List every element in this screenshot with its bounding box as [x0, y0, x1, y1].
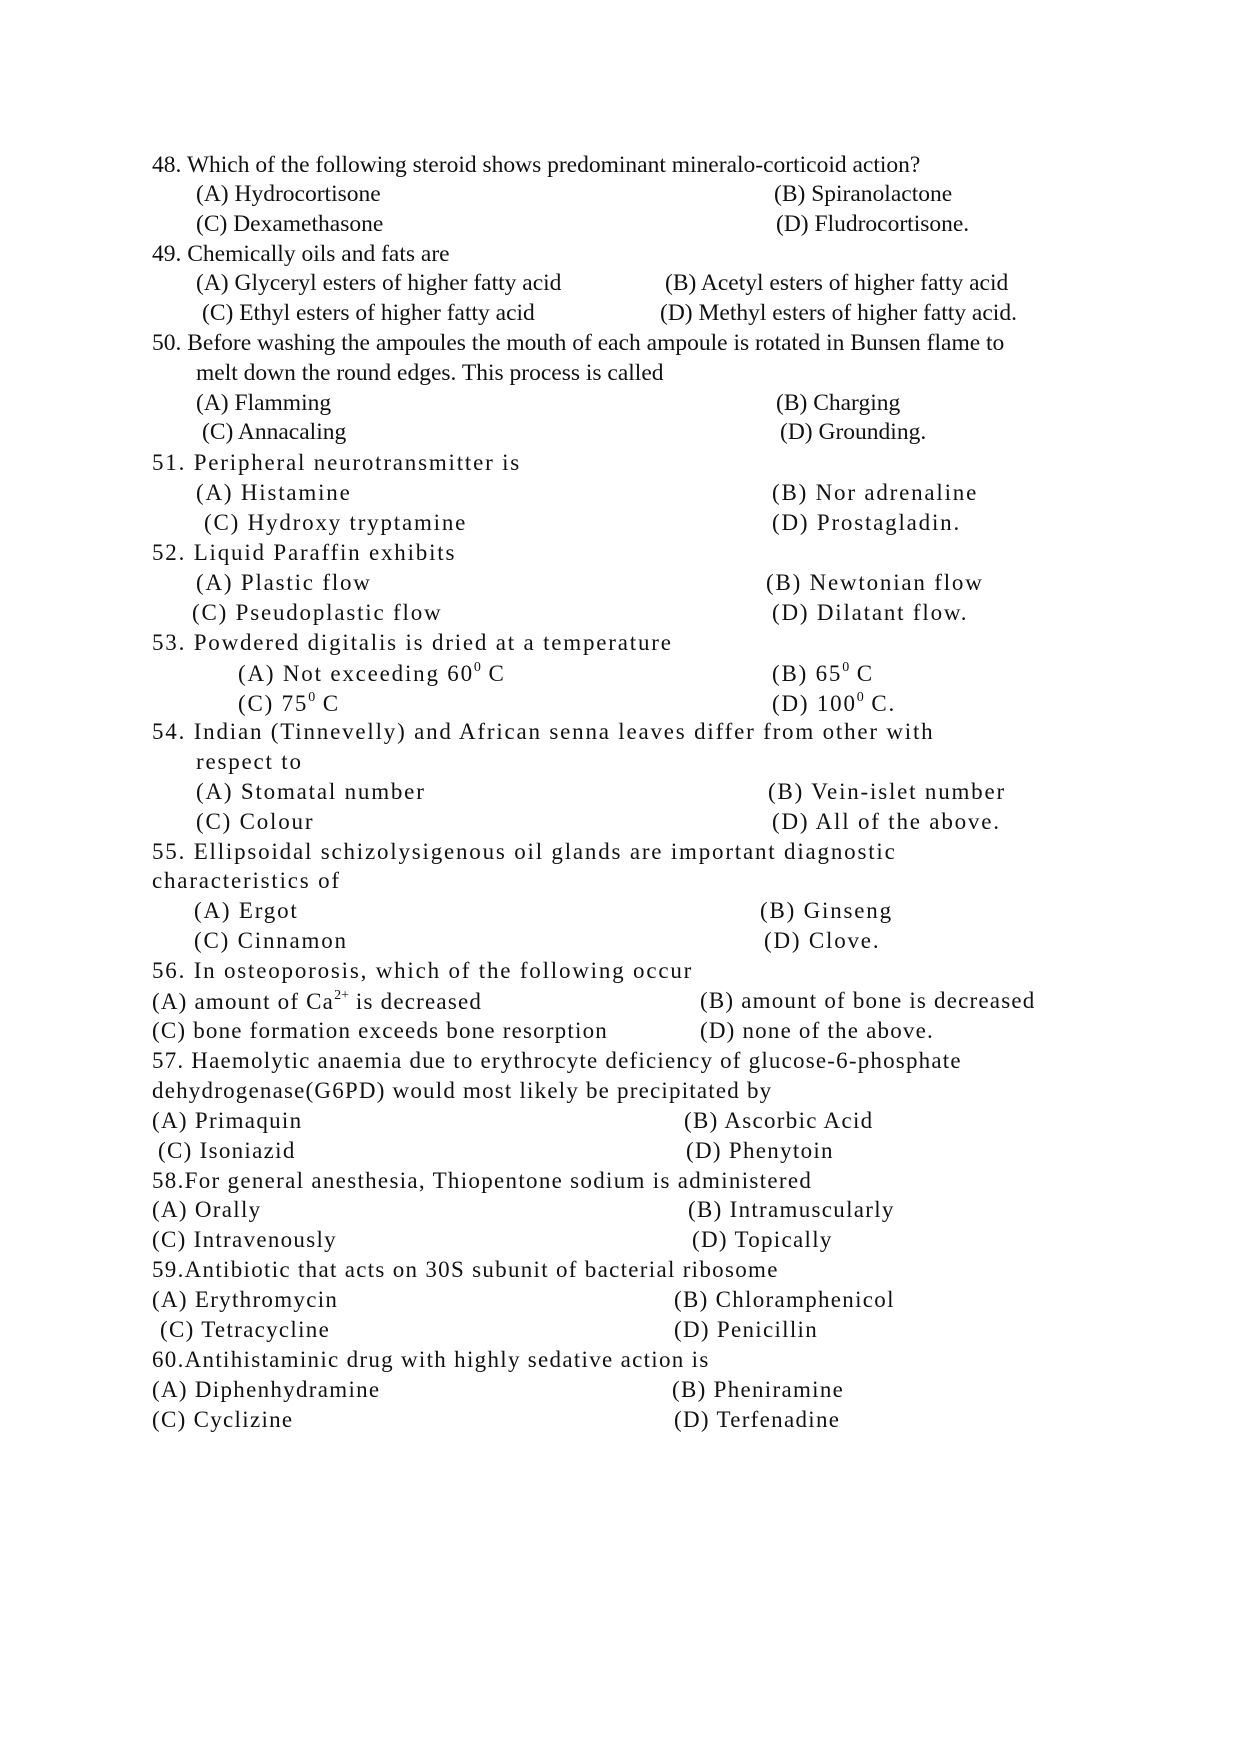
- option-d-text: (D) 100: [772, 691, 857, 716]
- question-57-option-d: (D) Phenytoin: [686, 1138, 834, 1163]
- question-54-stem-line-2: respect to: [196, 749, 303, 774]
- option-b-unit: C: [849, 661, 874, 686]
- question-60-option-c: (C) Cyclizine: [152, 1407, 294, 1432]
- question-51-stem: 51. Peripheral neurotransmitter is: [152, 450, 522, 475]
- option-b-text: (B) 65: [772, 661, 843, 686]
- question-55-option-b: (B) Ginseng: [760, 898, 893, 923]
- question-56-option-c: (C) bone formation exceeds bone resorption: [152, 1018, 608, 1043]
- question-49-option-c: (C) Ethyl esters of higher fatty acid: [202, 300, 535, 326]
- question-55-stem-line-2: characteristics of: [152, 868, 341, 893]
- question-55-option-d: (D) Clove.: [764, 928, 881, 953]
- question-51-option-c: (C) Hydroxy tryptamine: [204, 510, 468, 535]
- question-48-option-c: (C) Dexamethasone: [196, 211, 384, 237]
- question-50-option-d: (D) Grounding.: [780, 419, 927, 445]
- question-58-option-d: (D) Topically: [692, 1227, 833, 1252]
- question-56-option-b: (B) amount of bone is decreased: [700, 988, 1036, 1013]
- question-54-option-a: (A) Stomatal number: [196, 779, 426, 804]
- question-58-option-c: (C) Intravenously: [152, 1227, 337, 1252]
- question-59-option-a: (A) Erythromycin: [152, 1287, 339, 1312]
- question-54-stem: 54. Indian (Tinnevelly) and African senna leaves differ from other with: [152, 719, 935, 744]
- degree-superscript: 0: [856, 690, 864, 705]
- question-59-option-d: (D) Penicillin: [674, 1317, 819, 1342]
- degree-superscript: 0: [308, 690, 316, 705]
- question-58-option-b: (B) Intramuscularly: [688, 1197, 895, 1222]
- question-49-stem: 49. Chemically oils and fats are: [152, 241, 450, 267]
- question-58-stem: 58.For general anesthesia, Thiopentone sodium is administered: [152, 1168, 813, 1193]
- question-50-stem: 50. Before washing the ampoules the mouth of each ampoule is rotated in Bunsen flame to: [152, 330, 1005, 356]
- question-50-stem-line-2: melt down the round edges. This process is called: [196, 360, 664, 386]
- question-56-option-a: [152, 989, 482, 1013]
- question-51-option-b: (B) Nor adrenaline: [772, 480, 979, 505]
- question-52-option-b: (B) Newtonian flow: [766, 570, 984, 595]
- option-d-unit: C.: [863, 691, 897, 716]
- option-a-text: (A) amount of Ca: [152, 989, 335, 1014]
- question-53-stem: 53. Powdered digitalis is dried at a temperature: [152, 630, 673, 655]
- question-54-option-c: (C) Colour: [196, 809, 315, 834]
- option-a-unit: C: [480, 661, 506, 686]
- question-49-option-b: (B) Acetyl esters of higher fatty acid: [665, 270, 1009, 296]
- question-57-stem-line-2: dehydrogenase(G6PD) would most likely be precipitated by: [152, 1078, 773, 1103]
- question-58-option-a: (A) Orally: [152, 1197, 262, 1222]
- question-53-option-d: [772, 691, 896, 715]
- question-53-option-a: [238, 661, 506, 685]
- question-57-stem: 57. Haemolytic anaemia due to erythrocyte deficiency of glucose-6-phosphate: [152, 1048, 962, 1073]
- question-54-option-b: (B) Vein-islet number: [768, 779, 1006, 804]
- question-50-option-a: (A) Flamming: [196, 390, 332, 416]
- degree-superscript: 0: [473, 660, 481, 675]
- question-57-option-c: (C) Isoniazid: [158, 1138, 296, 1163]
- question-50-option-c: (C) Annacaling: [202, 419, 347, 445]
- question-48-option-b: (B) Spiranolactone: [774, 181, 953, 207]
- question-52-stem: 52. Liquid Paraffin exhibits: [152, 540, 457, 565]
- question-59-option-c: (C) Tetracycline: [160, 1317, 331, 1342]
- question-48-option-a: (A) Hydrocortisone: [196, 181, 381, 207]
- question-52-option-c: (C) Pseudoplastic flow: [192, 600, 443, 625]
- question-51-option-a: (A) Histamine: [196, 480, 352, 505]
- question-49-option-d: (D) Methyl esters of higher fatty acid.: [660, 300, 1017, 326]
- question-48-stem: 48. Which of the following steroid shows predominant mineralo-corticoid action?: [152, 152, 921, 178]
- question-59-option-b: (B) Chloramphenicol: [674, 1287, 895, 1312]
- question-56-stem: 56. In osteoporosis, which of the following occur: [152, 958, 694, 983]
- option-a-rest: is decreased: [348, 989, 483, 1014]
- question-55-stem: 55. Ellipsoidal schizolysigenous oil glands are important diagnostic: [152, 839, 897, 864]
- question-53-option-b: [772, 661, 874, 685]
- question-48-option-d: (D) Fludrocortisone.: [776, 211, 970, 237]
- question-60-option-d: (D) Terfenadine: [674, 1407, 841, 1432]
- question-55-option-a: (A) Ergot: [194, 898, 299, 923]
- question-57-option-a: (A) Primaquin: [152, 1108, 303, 1133]
- question-55-option-c: (C) Cinnamon: [194, 928, 348, 953]
- option-c-text: (C) 75: [238, 691, 309, 716]
- question-57-option-b: (B) Ascorbic Acid: [684, 1108, 874, 1133]
- question-50-option-b: (B) Charging: [776, 390, 901, 416]
- question-49-option-a: (A) Glyceryl esters of higher fatty acid: [196, 270, 562, 296]
- question-60-option-b: (B) Pheniramine: [672, 1377, 845, 1402]
- degree-superscript: 0: [842, 660, 850, 675]
- charge-superscript: 2+: [334, 988, 349, 1003]
- option-a-text: (A) Not exceeding 60: [238, 661, 474, 686]
- question-51-option-d: (D) Prostagladin.: [772, 510, 962, 535]
- option-c-unit: C: [315, 691, 340, 716]
- question-53-option-c: [238, 691, 340, 715]
- question-54-option-d: (D) All of the above.: [772, 809, 1001, 834]
- question-60-stem: 60.Antihistaminic drug with highly sedative action is: [152, 1347, 710, 1372]
- question-56-option-d: (D) none of the above.: [700, 1018, 934, 1043]
- question-52-option-d: (D) Dilatant flow.: [772, 600, 969, 625]
- question-60-option-a: (A) Diphenhydramine: [152, 1377, 381, 1402]
- question-59-stem: 59.Antibiotic that acts on 30S subunit of bacterial ribosome: [152, 1257, 779, 1282]
- question-52-option-a: (A) Plastic flow: [196, 570, 372, 595]
